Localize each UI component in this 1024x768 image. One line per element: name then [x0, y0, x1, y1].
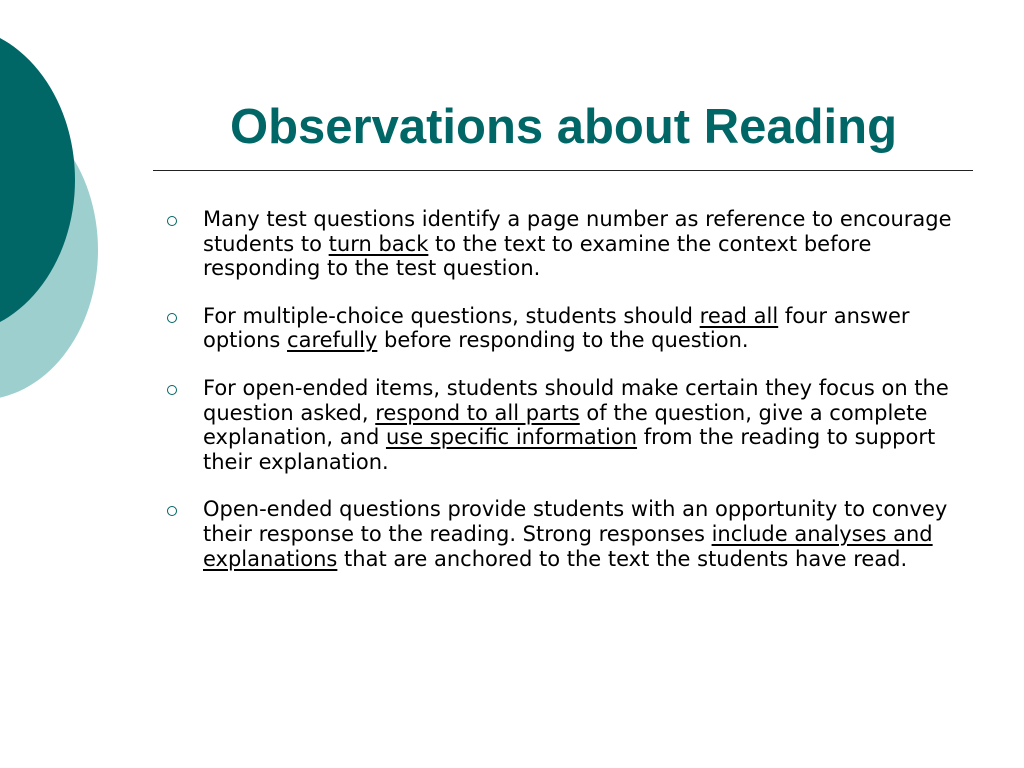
bullet-text: from the reading to support their explanation.	[203, 425, 936, 474]
bullet-list	[160, 207, 972, 594]
bullet-text: that are anchored to the text the students have read.	[337, 546, 908, 571]
bullet-item	[160, 304, 972, 353]
bullet-item	[160, 497, 972, 571]
hollow-circle-bullet-icon	[167, 506, 177, 516]
bullet-text: of the question, give a complete explanation, and	[203, 400, 928, 450]
underlined-phrase: use specific information	[385, 425, 638, 450]
slide-title: Observations about Reading	[229, 100, 898, 154]
underlined-phrase: include analyses and explanations	[203, 521, 933, 571]
bullet-text: before responding to the question.	[377, 328, 749, 353]
hollow-circle-bullet-icon	[167, 216, 177, 226]
underlined-phrase: read all	[699, 303, 779, 328]
bullet-text: Many test questions identify a page number as reference to encourage students to	[203, 207, 952, 256]
hollow-circle-bullet-icon	[167, 385, 177, 395]
underlined-phrase: respond to all parts	[375, 400, 580, 425]
title-divider	[153, 170, 973, 171]
underlined-phrase: turn back	[328, 231, 429, 256]
bullet-text: Open-ended questions provide students with an opportunity to convey their response to the reading. Strong responses	[203, 497, 948, 546]
bullet-text: to the text to examine the context before responding to the test question.	[203, 231, 872, 281]
bullet-text: four answer options	[203, 303, 910, 353]
bullet-text: For multiple-choice questions, students should	[203, 303, 700, 328]
bullet-item	[160, 207, 972, 281]
bullet-item	[160, 376, 972, 474]
hollow-circle-bullet-icon	[167, 313, 177, 323]
bullet-text: For open-ended items, students should make certain they focus on the question asked,	[203, 375, 949, 425]
underlined-phrase: carefully	[287, 328, 378, 353]
